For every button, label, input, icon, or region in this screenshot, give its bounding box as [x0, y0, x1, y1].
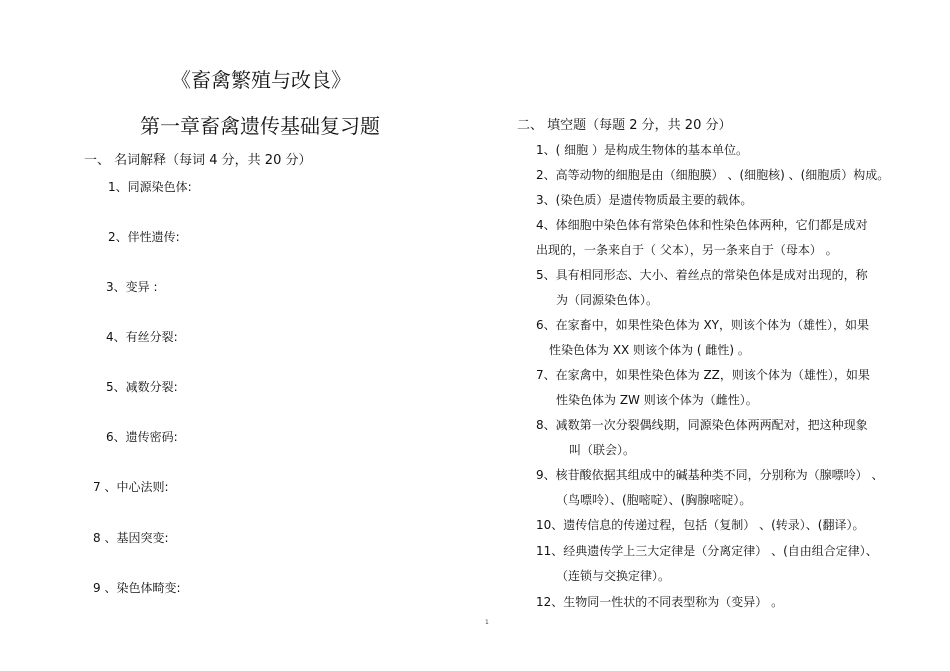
term-item: 7 、中心法则: — [93, 480, 169, 494]
term-item: 4、有丝分裂: — [106, 330, 178, 344]
page-number: 1 — [485, 619, 489, 626]
term-item: 6、遗传密码: — [106, 430, 178, 444]
fill-line: 8、减数第一次分裂偶线期，同源染色体两两配对，把这种现象 — [536, 418, 868, 432]
fill-line: 1、( 细胞 ）是构成生物体的基本单位。 — [536, 143, 748, 157]
fill-line: 2、高等动物的细胞是由（细胞膜） 、(细胞核) 、(细胞质）构成。 — [536, 168, 890, 182]
fill-line: 10、遗传信息的传递过程，包括（复制） 、(转录）、(翻译）。 — [536, 518, 865, 532]
fill-line: 3、(染色质）是遗传物质最主要的载体。 — [536, 193, 753, 207]
fill-line: 11、经典遗传学上三大定律是（分离定律） 、(自由组合定律）、 — [536, 544, 878, 558]
term-item: 3、变异 : — [106, 280, 158, 294]
term-item: 2、伴性遗传: — [108, 230, 180, 244]
fill-line: 为（同源染色体）。 — [556, 293, 659, 307]
term-item: 1、同源染色体: — [108, 180, 192, 194]
fill-line: 7、在家禽中，如果性染色体为 ZZ，则该个体为（雄性），如果 — [536, 368, 870, 382]
fill-line: 4、体细胞中染色体有常染色体和性染色体两种，它们都是成对 — [536, 218, 868, 232]
fill-line: 6、在家畜中，如果性染色体为 XY，则该个体为（雄性），如果 — [536, 318, 870, 332]
section1-heading: 一、 名词解释（每词 4 分，共 20 分） — [84, 153, 312, 168]
fill-line: 性染色体为 XX 则该个体为 ( 雌性) 。 — [549, 343, 750, 357]
book-title: 《畜禽繁殖与改良》 — [171, 68, 351, 92]
fill-line: 5、具有相同形态、大小、着丝点的常染色体是成对出现的，称 — [536, 268, 868, 282]
chapter-title: 第一章畜禽遗传基础复习题 — [140, 114, 380, 138]
fill-line: 性染色体为 ZW 则该个体为（雌性）。 — [556, 393, 758, 407]
term-item: 8 、基因突变: — [93, 531, 169, 545]
fill-line: 叫（联会）。 — [569, 443, 636, 457]
term-item: 5、减数分裂: — [106, 380, 178, 394]
term-item: 9 、染色体畸变: — [93, 581, 181, 595]
fill-line: （连锁与交换定律）。 — [556, 569, 671, 583]
fill-line: （鸟嘌呤）、(胞嘧啶）、(胸腺嘧啶）。 — [556, 493, 752, 507]
fill-line: 9、核苷酸依据其组成中的碱基种类不同，分别称为（腺嘌呤） 、 — [536, 468, 884, 482]
fill-line: 出现的，一条来自于（ 父本），另一条来自于（母本） 。 — [536, 243, 838, 257]
fill-line: 12、生物同一性状的不同表型称为（变异） 。 — [536, 595, 784, 609]
section2-heading: 二、 填空题（每题 2 分，共 20 分） — [517, 118, 732, 133]
